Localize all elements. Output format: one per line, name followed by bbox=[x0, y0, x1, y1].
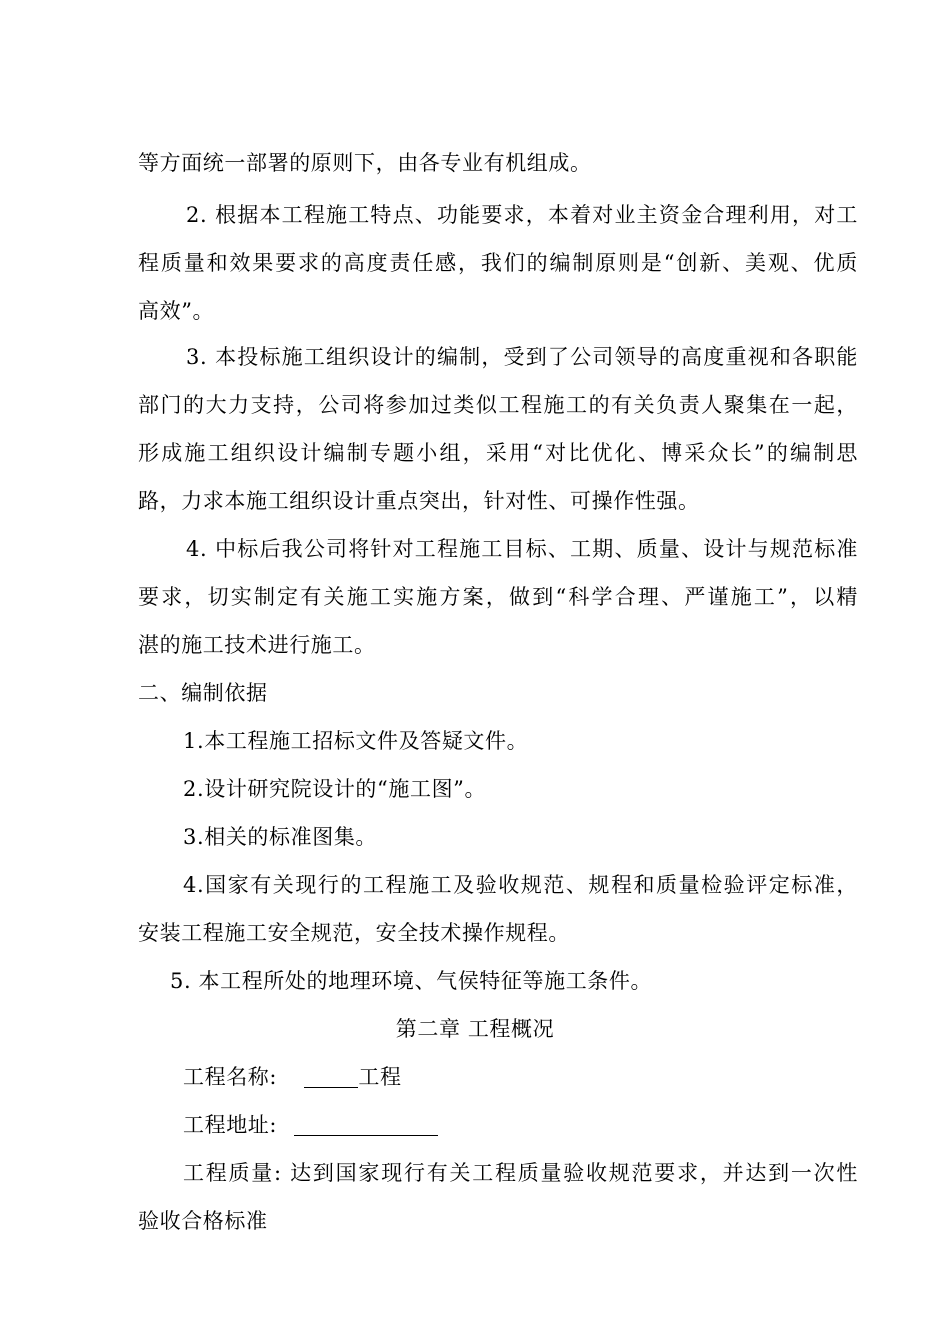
list-item: 4.国家有关现行的工程施工及验收规范、规程和质量检验评定标准， bbox=[183, 873, 858, 897]
project-name-row bbox=[183, 1062, 903, 1092]
paragraph-line: 路，力求本施工组织设计重点突出，针对性、可操作性强。 bbox=[138, 489, 700, 513]
project-name-blank bbox=[304, 1065, 358, 1088]
paragraph-line: 形成施工组织设计编制专题小组，采用“对比优化、博采众长”的编制思 bbox=[138, 441, 858, 465]
paragraph-line: 4. 中标后我公司将针对工程施工目标、工期、质量、设计与规范标准 bbox=[186, 537, 858, 561]
project-name-suffix: 工程 bbox=[358, 1065, 402, 1089]
paragraph-line: 等方面统一部署的原则下，由各专业有机组成。 bbox=[138, 151, 592, 175]
paragraph-line: 湛的施工技术进行施工。 bbox=[138, 633, 376, 657]
project-address-row bbox=[183, 1110, 903, 1140]
section-heading: 二、编制依据 bbox=[138, 681, 268, 705]
paragraph-line: 程质量和效果要求的高度责任感，我们的编制原则是“创新、美观、优质 bbox=[138, 251, 858, 275]
project-name-label: 工程名称: bbox=[183, 1065, 278, 1089]
paragraph-line: 要求，切实制定有关施工实施方案，做到“科学合理、严谨施工”，以精 bbox=[138, 585, 858, 609]
list-item-continuation: 安装工程施工安全规范，安全技术操作规程。 bbox=[138, 921, 570, 945]
paragraph-line: 2. 根据本工程施工特点、功能要求，本着对业主资金合理利用，对工 bbox=[186, 203, 858, 227]
paragraph-line: 高效”。 bbox=[138, 299, 215, 323]
project-address-blank bbox=[294, 1113, 438, 1136]
project-address-label: 工程地址: bbox=[183, 1113, 278, 1137]
list-item: 1.本工程施工招标文件及答疑文件。 bbox=[183, 729, 529, 753]
list-item: 2.设计研究院设计的“施工图”。 bbox=[183, 777, 487, 801]
project-quality-continuation: 验收合格标准 bbox=[138, 1209, 268, 1233]
list-item: 5. 本工程所处的地理环境、气侯特征等施工条件。 bbox=[170, 969, 653, 993]
paragraph-line: 部门的大力支持，公司将参加过类似工程施工的有关负责人聚集在一起， bbox=[138, 393, 858, 417]
paragraph-line: 3. 本投标施工组织设计的编制，受到了公司领导的高度重视和各职能 bbox=[186, 345, 858, 369]
chapter-heading: 第二章 工程概况 bbox=[395, 1017, 555, 1041]
list-item: 3.相关的标准图集。 bbox=[183, 825, 378, 849]
project-quality-line: 工程质量: 达到国家现行有关工程质量验收规范要求，并达到一次性 bbox=[183, 1161, 858, 1185]
